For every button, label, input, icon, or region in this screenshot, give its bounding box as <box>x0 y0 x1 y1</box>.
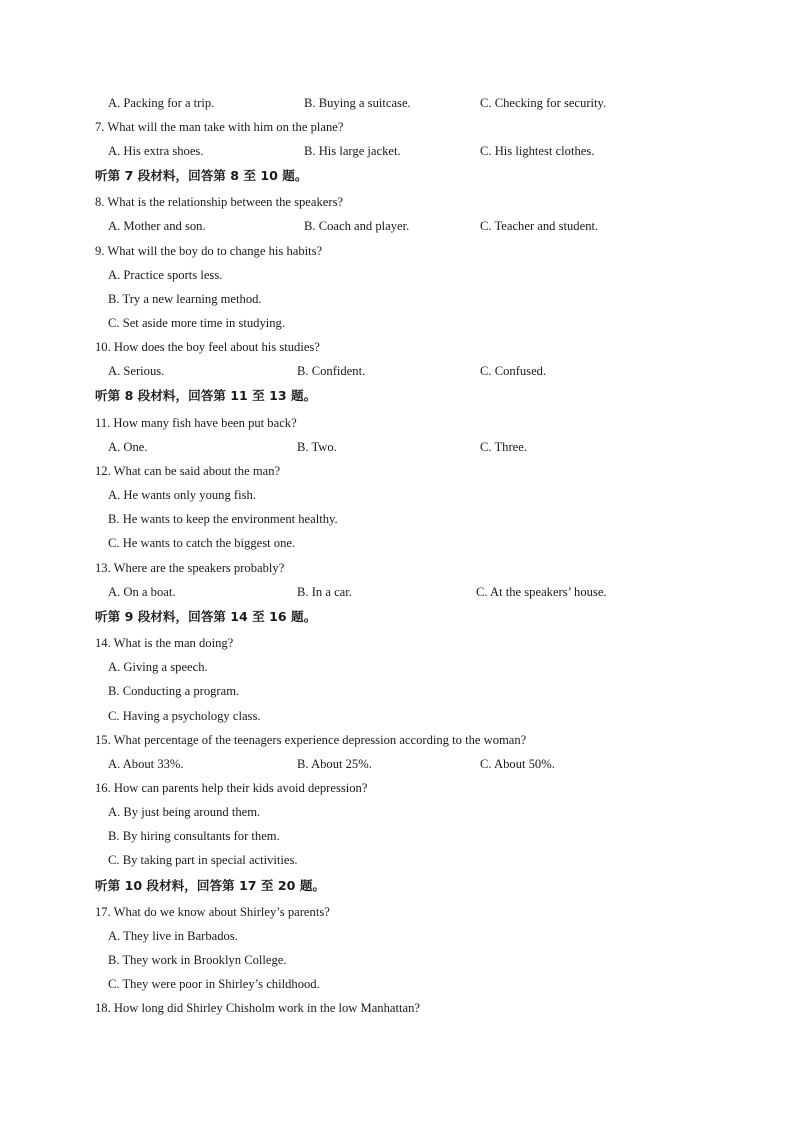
answer-option: B. Try a new learning method. <box>108 292 262 306</box>
section-heading: 听第 10 段材料，回答第 17 至 20 题。 <box>95 878 326 893</box>
answer-option: A. Practice sports less. <box>108 268 223 282</box>
answer-option: C. They were poor in Shirley’s childhood. <box>108 977 320 991</box>
answer-option: A. Giving a speech. <box>108 660 208 674</box>
answer-option: B. Two. <box>297 440 337 454</box>
answer-option: A. They live in Barbados. <box>108 929 238 943</box>
answer-option: B. By hiring consultants for them. <box>108 829 280 843</box>
answer-option: A. On a boat. <box>108 585 176 599</box>
question-text: 17. What do we know about Shirley’s parents? <box>95 905 330 919</box>
answer-option: C. Confused. <box>480 364 547 378</box>
option-row <box>0 359 794 383</box>
answer-option: B. Confident. <box>297 364 366 378</box>
answer-option: A. Serious. <box>108 364 165 378</box>
section-heading: 听第 9 段材料，回答第 14 至 16 题。 <box>95 609 317 624</box>
answer-option: C. Set aside more time in studying. <box>108 316 285 330</box>
answer-option: C. His lightest clothes. <box>480 144 595 158</box>
answer-option: C. Teacher and student. <box>480 219 599 233</box>
answer-option: A. He wants only young fish. <box>108 488 256 502</box>
option-row <box>0 435 794 459</box>
option-row <box>0 752 794 776</box>
answer-option: B. About 25%. <box>297 757 372 771</box>
answer-option: C. Three. <box>480 440 527 454</box>
answer-option: A. About 33%. <box>108 757 184 771</box>
answer-option: B. They work in Brooklyn College. <box>108 953 287 967</box>
answer-option: C. He wants to catch the biggest one. <box>108 536 296 550</box>
question-text: 15. What percentage of the teenagers experience depression according to the woman? <box>95 733 527 747</box>
answer-option: A. One. <box>108 440 148 454</box>
answer-option: B. In a car. <box>297 585 352 599</box>
question-text: 16. How can parents help their kids avoid depression? <box>95 781 368 795</box>
answer-option: B. Buying a suitcase. <box>304 96 411 110</box>
answer-option: C. About 50%. <box>480 757 555 771</box>
section-heading: 听第 8 段材料，回答第 11 至 13 题。 <box>95 388 317 403</box>
answer-option: A. His extra shoes. <box>108 144 204 158</box>
section-heading: 听第 7 段材料，回答第 8 至 10 题。 <box>95 168 308 183</box>
answer-option: A. By just being around them. <box>108 805 261 819</box>
answer-option: C. At the speakers’ house. <box>476 585 607 599</box>
answer-option: B. Coach and player. <box>304 219 410 233</box>
answer-option: B. Conducting a program. <box>108 684 240 698</box>
option-row <box>0 214 794 238</box>
answer-option: A. Packing for a trip. <box>108 96 215 110</box>
question-text: 8. What is the relationship between the speakers? <box>95 195 344 209</box>
option-row <box>0 139 794 163</box>
answer-option: C. By taking part in special activities. <box>108 853 298 867</box>
question-text: 9. What will the boy do to change his habits? <box>95 244 323 258</box>
answer-option: C. Checking for security. <box>480 96 607 110</box>
answer-option: C. Having a psychology class. <box>108 709 261 723</box>
question-text: 11. How many fish have been put back? <box>95 416 297 430</box>
question-text: 14. What is the man doing? <box>95 636 234 650</box>
answer-option: B. His large jacket. <box>304 144 401 158</box>
answer-option: B. He wants to keep the environment healthy. <box>108 512 338 526</box>
option-row <box>0 580 794 604</box>
question-text: 10. How does the boy feel about his studies? <box>95 340 320 354</box>
option-row <box>0 91 794 115</box>
question-text: 12. What can be said about the man? <box>95 464 281 478</box>
question-text: 18. How long did Shirley Chisholm work in the low Manhattan? <box>95 1001 420 1015</box>
question-text: 7. What will the man take with him on the plane? <box>95 120 344 134</box>
question-text: 13. Where are the speakers probably? <box>95 561 285 575</box>
answer-option: A. Mother and son. <box>108 219 206 233</box>
